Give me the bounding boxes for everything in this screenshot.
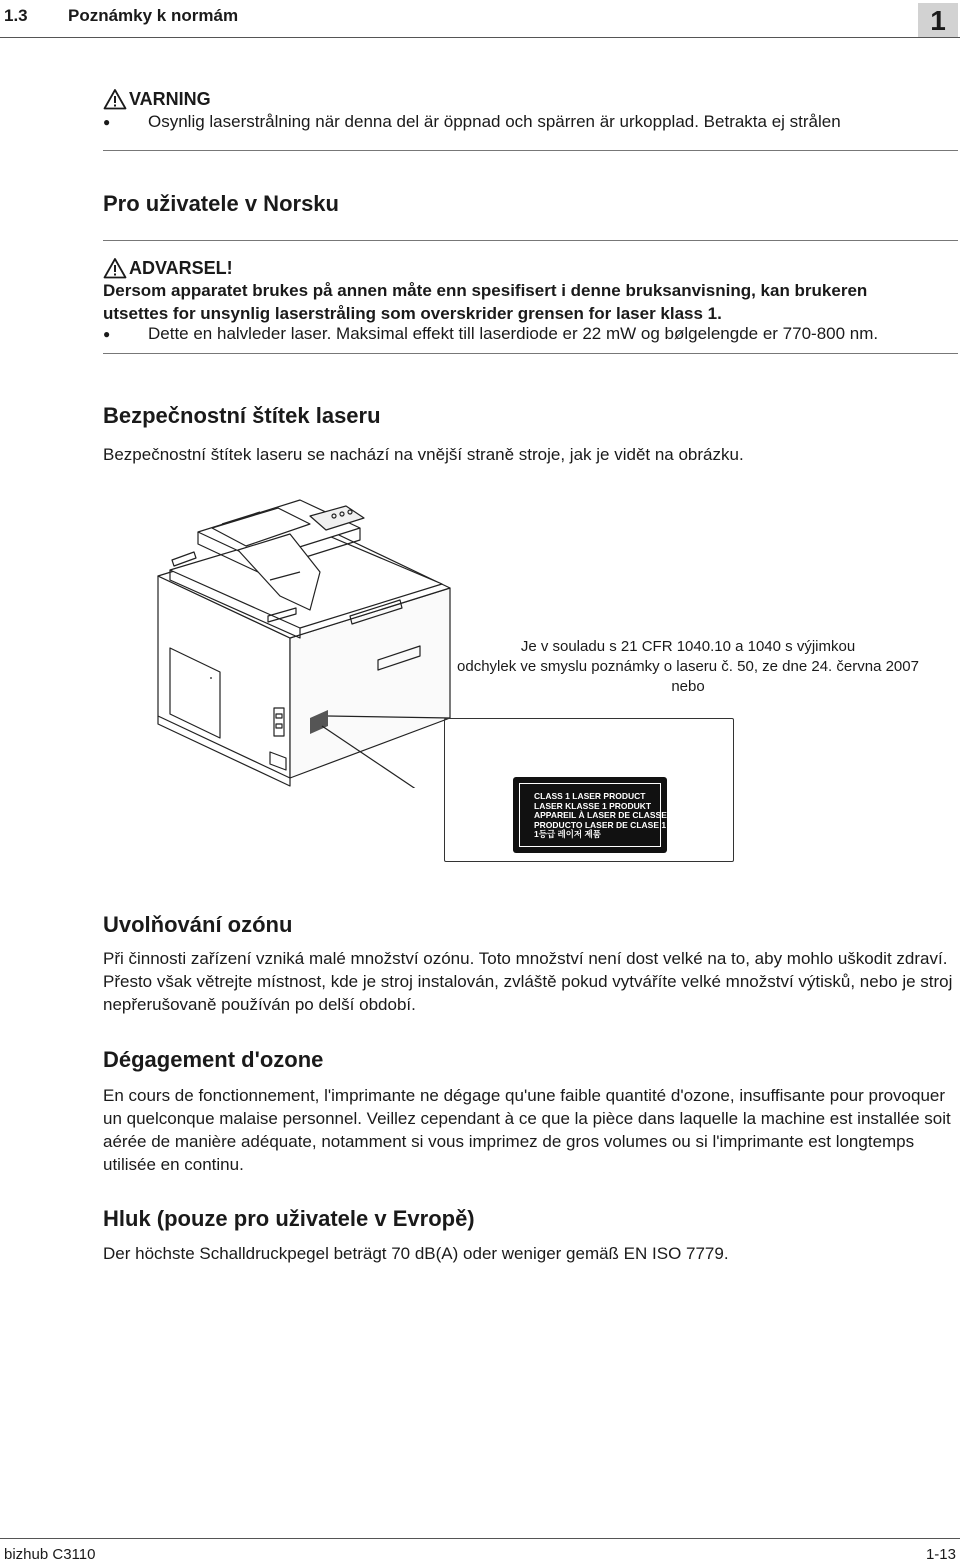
footer-page-number: 1-13 (925, 1546, 956, 1563)
section-title: Poznámky k normám (68, 6, 239, 25)
advarsel-heading (103, 257, 233, 279)
ozone-fr-text: En cours de fonctionnement, l'imprimante ne dégage qu'une faible quantité d'ozone, insuffisante pour provoquer un quelconque malaise personnel. Veillez cependant à ce que la pièce dans laquelle la machine est installée soit aérée de manière adéquate, notamment si vous imprimez de gros volumes ou si l'imprimante est longtemps utilisée en continu. (103, 1086, 951, 1174)
warning-heading (103, 88, 211, 110)
norway-bullet-text: Dette en halvleder laser. Maksimal effekt till laserdiode er 22 mW og bølgelengde er 770-800 nm. (148, 324, 879, 343)
divider (103, 150, 958, 151)
label-line: 1등급 레이저 제품 (534, 829, 601, 840)
divider (103, 353, 958, 354)
bullet-dot: ● (103, 327, 111, 341)
footer-product: bizhub C3110 (4, 1546, 96, 1563)
caption-line-1: Je v souladu s 21 CFR 1040.10 a 1040 s výjimkou (520, 638, 856, 655)
norway-heading: Pro uživatele v Norsku (103, 191, 339, 216)
laser-label-text: Bezpečnostní štítek laseru se nachází na vnější straně stroje, jak je vidět na obrázku. (103, 445, 744, 464)
norway-bullet (103, 324, 878, 344)
header-rule (0, 37, 960, 38)
label-caption (448, 637, 928, 697)
printer-illustration (150, 488, 460, 788)
label-line: CLASS 1 LASER PRODUCT (534, 791, 646, 801)
ozone-cz-text: Při činnosti zařízení vzniká malé množství ozónu. Toto množství není dost velké na to, aby mohlo uškodit zdraví. Přesto však větrejte místnost, kde je stroj instalován, zvláště pokud vytváříte velké množství výtisků, nebo je stroj nepřerušovaně používán po delší období. (103, 949, 953, 1014)
noise-heading: Hluk (pouze pro uživatele v Evropě) (103, 1206, 475, 1231)
ozone-cz-heading: Uvolňování ozónu (103, 912, 293, 937)
bullet-dot: ● (103, 115, 111, 129)
label-line: LASER KLASSE 1 PRODUKT (534, 800, 652, 811)
divider (103, 240, 958, 241)
laser-label-heading: Bezpečnostní štítek laseru (103, 403, 381, 428)
laser-label-frame (444, 718, 734, 862)
caption-line-2: odchylek ve smyslu poznámky o laseru č. 50, ze dne 24. června 2007 (457, 658, 919, 675)
chapter-number-tab: 1 (918, 3, 958, 37)
footer-rule (0, 1538, 960, 1539)
warning-bullet-text: Osynlig laserstrålning när denna del är öppnad och spärren är urkopplad. Betrakta ej strålen (148, 112, 841, 131)
warning-bullet (103, 112, 841, 132)
advarsel-title: ADVARSEL! (129, 257, 233, 278)
noise-text: Der höchste Schalldruckpegel beträgt 70 dB(A) oder weniger gemäß EN ISO 7779. (103, 1244, 729, 1263)
caption-line-3: nebo (671, 678, 705, 695)
label-line: APPAREIL À LASER DE CLASSE 1 (534, 810, 674, 821)
label-line: PRODUCTO LASER DE CLASE 1 (534, 819, 667, 830)
section-number: 1.3 (4, 6, 28, 25)
ozone-fr-heading: Dégagement d'ozone (103, 1047, 324, 1072)
warning-triangle-icon (103, 88, 127, 110)
norway-bold-text: Dersom apparatet brukes på annen måte enn spesifisert i denne bruksanvisning, kan brukeren utsettes for unsynlig laserstråling som overskrider grensen for laser klass 1. (103, 281, 868, 323)
laser-class-label (513, 777, 674, 853)
warning-title: VARNING (129, 88, 211, 109)
warning-triangle-icon (103, 257, 127, 279)
